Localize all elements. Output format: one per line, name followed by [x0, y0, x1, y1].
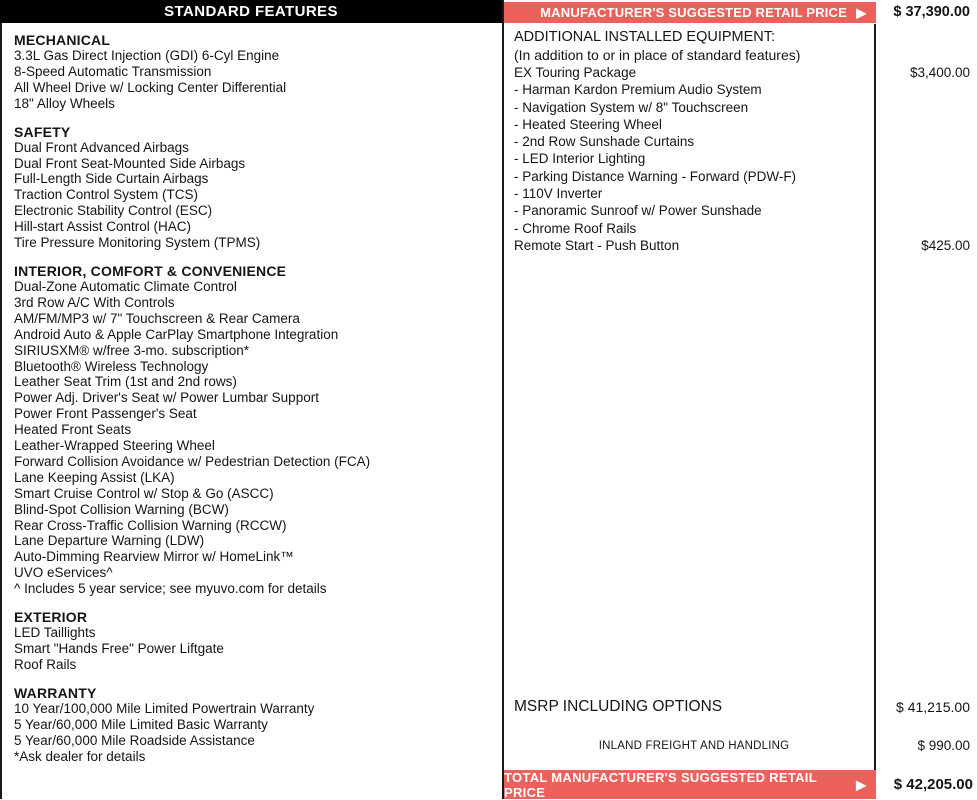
- equipment-line: - 110V Inverter: [504, 185, 876, 202]
- feature-item: UVO eServices^: [14, 565, 113, 581]
- feature-item: AM/FM/MP3 w/ 7" Touchscreen & Rear Camera: [14, 310, 300, 326]
- equipment-row: [504, 202, 977, 219]
- section-title: WARRANTY: [14, 684, 97, 701]
- feature-item: Hill-start Assist Control (HAC): [14, 219, 192, 235]
- feature-item: Lane Departure Warning (LDW): [14, 533, 205, 549]
- equipment-price: $3,400.00: [909, 65, 970, 80]
- section-interior-comfort-convenience: [14, 263, 498, 597]
- total-msrp-price: $ 42,205.00: [893, 776, 973, 793]
- equipment-line: - Parking Distance Warning - Forward (PDW-F): [504, 168, 876, 185]
- section-warranty: [14, 685, 498, 765]
- equipment-line: - LED Interior Lighting: [504, 150, 876, 167]
- arrow-right-icon: ▶: [855, 776, 867, 792]
- msrp-header-row: [504, 0, 977, 24]
- feature-item: Tire Pressure Monitoring System (TPMS): [14, 235, 261, 251]
- feature-item: Forward Collision Avoidance w/ Pedestrian Detection (FCA): [14, 453, 371, 469]
- feature-item: Heated Front Seats: [14, 422, 132, 438]
- equipment-price: [876, 150, 977, 167]
- feature-item: Power Front Passenger's Seat: [14, 406, 197, 422]
- feature-item: Rear Cross-Traffic Collision Warning (RCCW): [14, 517, 287, 533]
- feature-item: Roof Rails: [14, 656, 77, 672]
- total-msrp-bar: [504, 770, 876, 799]
- standard-features-header: STANDARD FEATURES: [0, 0, 502, 23]
- feature-item: SIRIUSXM® w/free 3-mo. subscription*: [14, 342, 250, 358]
- equipment-line: EX Touring Package: [504, 64, 876, 81]
- equipment-subheading: (In addition to or in place of standard features): [504, 46, 876, 64]
- equipment-row: [504, 64, 977, 81]
- spacer-cell: [504, 254, 876, 696]
- section-title: SAFETY: [14, 123, 71, 140]
- section-safety: [14, 124, 498, 251]
- price-cell: [876, 24, 977, 46]
- equipment-row: [504, 185, 977, 202]
- equipment-line: Remote Start - Push Button: [504, 237, 876, 254]
- feature-item: All Wheel Drive w/ Locking Center Differential: [14, 79, 287, 95]
- equipment-price: [876, 81, 977, 98]
- feature-item: Smart Cruise Control w/ Stop & Go (ASCC): [14, 485, 274, 501]
- feature-item: Leather Seat Trim (1st and 2nd rows): [14, 374, 237, 390]
- feature-item: Auto-Dimming Rearview Mirror w/ HomeLink™: [14, 549, 294, 565]
- price-cell: [876, 46, 977, 64]
- msrp-including-options-label: MSRP INCLUDING OPTIONS: [504, 696, 876, 738]
- msrp-including-options-row: [504, 696, 977, 738]
- equipment-price: $425.00: [921, 237, 970, 253]
- section-title: EXTERIOR: [14, 609, 88, 626]
- equipment-line: - 2nd Row Sunshade Curtains: [504, 133, 876, 150]
- feature-item: LED Taillights: [14, 625, 96, 641]
- equipment-price: [876, 99, 977, 116]
- feature-item: 3.3L Gas Direct Injection (GDI) 6-Cyl Engine: [14, 48, 280, 63]
- equipment-line: - Heated Steering Wheel: [504, 116, 876, 133]
- equipment-subheading-row: [504, 46, 977, 64]
- arrow-right-icon: ▶: [856, 4, 867, 20]
- feature-item: 10 Year/100,000 Mile Limited Powertrain Warranty: [14, 700, 315, 716]
- total-msrp-bar-label: TOTAL MANUFACTURER'S SUGGESTED RETAIL PRICE: [504, 769, 817, 800]
- msrp-bar: [504, 2, 876, 23]
- equipment-line: - Navigation System w/ 8" Touchscreen: [504, 99, 876, 116]
- equipment-price: [876, 116, 977, 133]
- section-exterior: [14, 609, 498, 673]
- feature-item: Smart "Hands Free" Power Liftgate: [14, 641, 224, 656]
- spacer: [504, 254, 977, 696]
- feature-item: ^ Includes 5 year service; see myuvo.com for details: [14, 581, 327, 597]
- equipment-price: [876, 133, 977, 150]
- feature-item: 8-Speed Automatic Transmission: [14, 63, 212, 79]
- total-row: [504, 770, 977, 799]
- freight-label: INLAND FREIGHT AND HANDLING: [504, 738, 876, 770]
- feature-item: Bluetooth® Wireless Technology: [14, 358, 209, 374]
- equipment-price: [876, 185, 977, 202]
- feature-item: Dual Front Advanced Airbags: [14, 139, 189, 155]
- standard-features-body: [0, 23, 502, 799]
- equipment-price: [876, 220, 977, 237]
- section-mechanical: [14, 32, 498, 112]
- pricing-body: [504, 24, 977, 770]
- feature-item: Dual Front Seat-Mounted Side Airbags: [14, 155, 246, 171]
- equipment-heading-row: [504, 24, 977, 46]
- feature-item: Leather-Wrapped Steering Wheel: [14, 438, 215, 454]
- msrp-base-price: $ 37,390.00: [893, 4, 970, 20]
- feature-item: Traction Control System (TCS): [14, 187, 199, 203]
- equipment-price: [876, 202, 977, 219]
- feature-item: *Ask dealer for details: [14, 748, 146, 764]
- msrp-including-options-price: $ 41,215.00: [896, 699, 970, 715]
- feature-item: 5 Year/60,000 Mile Roadside Assistance: [14, 732, 255, 748]
- equipment-row: [504, 237, 977, 254]
- feature-item: Lane Keeping Assist (LKA): [14, 469, 175, 485]
- equipment-row: [504, 168, 977, 185]
- spacer-cell: [876, 254, 977, 696]
- feature-item: 18" Alloy Wheels: [14, 95, 115, 111]
- equipment-row: [504, 150, 977, 167]
- feature-item: Dual-Zone Automatic Climate Control: [14, 278, 237, 294]
- equipment-row: [504, 81, 977, 98]
- equipment-row: [504, 133, 977, 150]
- equipment-price: [876, 168, 977, 185]
- feature-item: Electronic Stability Control (ESC): [14, 203, 213, 219]
- equipment-line: - Panoramic Sunroof w/ Power Sunshade: [504, 202, 876, 219]
- equipment-line: - Harman Kardon Premium Audio System: [504, 81, 876, 98]
- section-title: INTERIOR, COMFORT & CONVENIENCE: [14, 262, 287, 279]
- equipment-row: [504, 99, 977, 116]
- pricing-column: [502, 0, 977, 799]
- feature-item: Power Adj. Driver's Seat w/ Power Lumbar Support: [14, 390, 319, 406]
- msrp-bar-label: MANUFACTURER'S SUGGESTED RETAIL PRICE: [540, 5, 848, 20]
- equipment-line: - Chrome Roof Rails: [504, 220, 876, 237]
- equipment-row: [504, 116, 977, 133]
- feature-item: Android Auto & Apple CarPlay Smartphone Integration: [14, 326, 339, 342]
- feature-item: Blind-Spot Collision Warning (BCW): [14, 501, 229, 517]
- feature-item: 5 Year/60,000 Mile Limited Basic Warranty: [14, 716, 268, 732]
- section-title: MECHANICAL: [14, 32, 111, 48]
- feature-item: 3rd Row A/C With Controls: [14, 294, 175, 310]
- freight-price: $ 990.00: [917, 738, 970, 753]
- equipment-heading: ADDITIONAL INSTALLED EQUIPMENT:: [504, 24, 876, 46]
- equipment-row: [504, 220, 977, 237]
- feature-item: Full-Length Side Curtain Airbags: [14, 171, 209, 187]
- freight-row: [504, 738, 977, 770]
